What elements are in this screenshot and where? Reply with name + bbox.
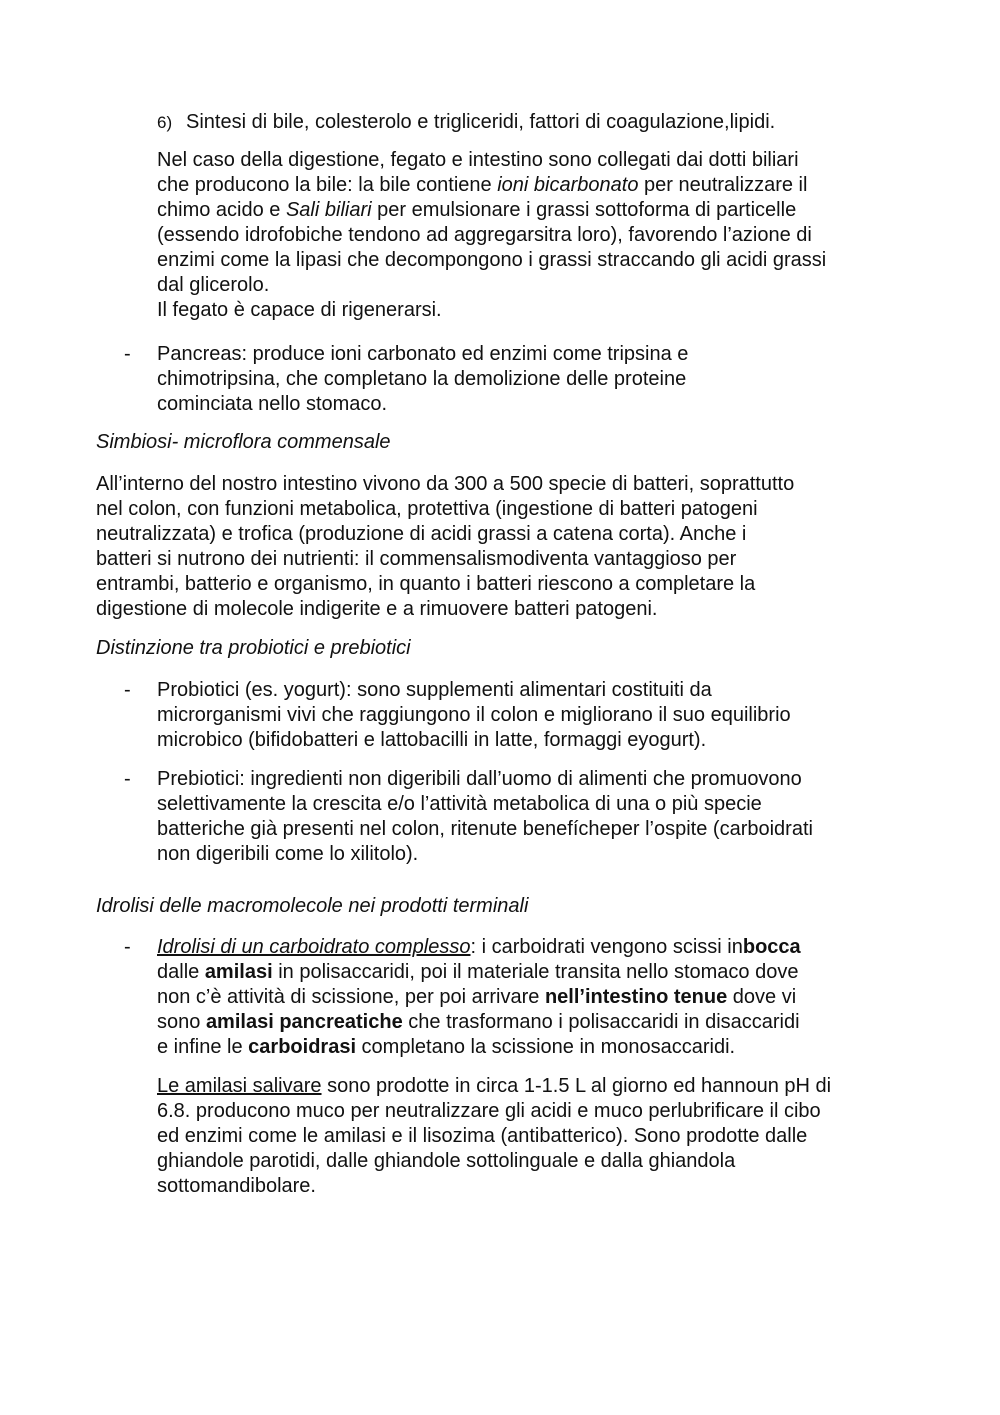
bold-term: amilasi pancreatiche xyxy=(205,1011,403,1033)
underlined-term: Le amilasi salivare xyxy=(157,1075,322,1097)
list-item-6 xyxy=(186,110,775,135)
liver-paragraph xyxy=(157,148,826,323)
text-line: Prebiotici: ingredienti non digeribili dall’uomo di alimenti che promuovono xyxy=(157,768,802,790)
bullet-dash: - xyxy=(124,343,131,365)
text-line: ghiandole parotidi, dalle ghiandole sottolinguale e dalla ghiandola xyxy=(157,1150,736,1172)
section-heading: Distinzione tra probiotici e prebiotici xyxy=(96,637,411,659)
bullet-dash: - xyxy=(124,679,131,701)
text-line: dal glicerolo. xyxy=(157,274,270,296)
pancreas-item xyxy=(157,342,688,417)
text-line: Il fegato è capace di rigenerarsi. xyxy=(157,299,442,321)
text-line: All’interno del nostro intestino vivono da 300 a 500 specie di batteri, soprattutto xyxy=(96,473,795,495)
bold-term: bocca xyxy=(742,936,801,958)
bold-term: carboidrasi xyxy=(248,1036,356,1058)
text-line: Nel caso della digestione, fegato e intestino sono collegati dai dotti biliari xyxy=(157,149,799,171)
text-line: microrganismi vivi che raggiungono il colon e migliorano il suo equilibrio xyxy=(157,704,791,726)
text-line: non digeribili come lo xilitolo). xyxy=(157,843,419,865)
text-line: (essendo idrofobiche tendono ad aggregarsitra loro), favorendo l’azione di xyxy=(157,224,812,246)
text-line: chimo acido e Sali biliari per emulsionare i grassi sottoforma di particelle xyxy=(157,199,797,221)
text-line: e infine le carboidrasi completano la scissione in monosaccaridi. xyxy=(157,1036,736,1058)
text-line: Sintesi di bile, colesterolo e trigliceridi, fattori di coagulazione,lipidi. xyxy=(186,111,776,133)
underlined-term: Idrolisi di un carboidrato complesso xyxy=(157,936,471,958)
symbiosis-paragraph xyxy=(96,472,794,622)
text-line: enzimi come la lipasi che decompongono i grassi straccando gli acidi grassi xyxy=(157,249,827,271)
hydrolysis-item xyxy=(157,935,801,1060)
text-line: batteriche già presenti nel colon, ritenute benefícheper l’ospite (carboidrati xyxy=(157,818,813,840)
text-line: Idrolisi di un carboidrato complesso: i carboidrati vengono scissi inbocca xyxy=(157,936,801,958)
section-heading: Idrolisi delle macromolecole nei prodotti terminali xyxy=(96,895,529,917)
text-line: batteri si nutrono dei nutrienti: il commensalismodiventa vantaggioso per xyxy=(96,548,737,570)
text-line: nel colon, con funzioni metabolica, protettiva (ingestione di batteri patogeni xyxy=(96,498,758,520)
text-line: Probiotici (es. yogurt): sono supplementi alimentari costituiti da xyxy=(157,679,712,701)
text-line: Pancreas: produce ioni carbonato ed enzimi come tripsina e xyxy=(157,343,689,365)
text-line: non c’è attività di scissione, per poi arrivare nell’intestino tenue dove vi xyxy=(157,986,797,1008)
text-line: sottomandibolare. xyxy=(157,1175,316,1197)
text-line: 6.8. producono muco per neutralizzare gli acidi e muco perlubrificare il cibo xyxy=(157,1100,821,1122)
bullet-dash: - xyxy=(124,768,131,790)
text-line: Le amilasi salivare sono prodotte in circa 1-1.5 L al giorno ed hannoun pH di xyxy=(157,1075,832,1097)
bold-term: nell’intestino tenue xyxy=(544,986,728,1008)
bold-term: amilasi xyxy=(204,961,273,983)
bullet-dash: - xyxy=(124,936,131,958)
text-line: ed enzimi come le amilasi e il lisozima (antibatterico). Sono prodotte dalle xyxy=(157,1125,808,1147)
text-line: dalle amilasi in polisaccaridi, poi il materiale transita nello stomaco dove xyxy=(157,961,799,983)
section-heading: Simbiosi- microflora commensale xyxy=(96,431,391,453)
probiotics-item xyxy=(157,678,791,753)
text-line: entrambi, batterio e organismo, in quanto i batteri riescono a completare la xyxy=(96,573,756,595)
text-line: selettivamente la crescita e/o l’attività metabolica di una o più specie xyxy=(157,793,762,815)
emphasis-text: Sali biliari xyxy=(285,199,372,221)
prebiotics-item xyxy=(157,767,813,867)
text-line: digestione di molecole indigerite e a rimuovere batteri patogeni. xyxy=(96,598,658,620)
salivary-paragraph xyxy=(157,1074,831,1199)
text-line: chimotripsina, che completano la demolizione delle proteine xyxy=(157,368,687,390)
text-line: microbico (bifidobatteri e lattobacilli in latte, formaggi eyogurt). xyxy=(157,729,707,751)
text-line: neutralizzata) e trofica (produzione di acidi grassi a catena corta). Anche i xyxy=(96,523,747,545)
text-line: che producono la bile: la bile contiene ioni bicarbonato per neutralizzare il xyxy=(157,174,808,196)
list-number: 6) xyxy=(157,113,173,132)
text-line: cominciata nello stomaco. xyxy=(157,393,388,415)
emphasis-text: ioni bicarbonato xyxy=(497,174,639,196)
text-line: sono amilasi pancreatiche che trasformano i polisaccaridi in disaccaridi xyxy=(157,1011,800,1033)
